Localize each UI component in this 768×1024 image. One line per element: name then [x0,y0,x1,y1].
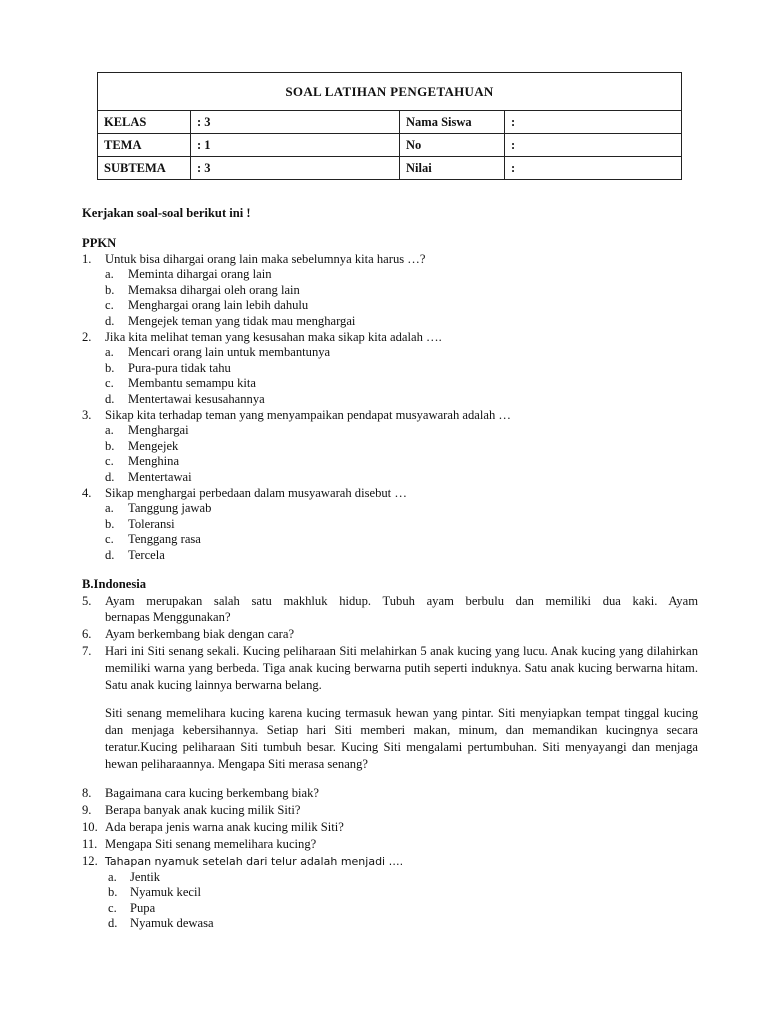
value-kelas: : 3 [191,111,400,134]
option-letter: b. [105,516,115,531]
question-10 [82,819,698,836]
option [82,314,698,330]
option [82,361,698,377]
option-text: Toleransi [128,516,175,531]
option-letter: b. [108,885,118,900]
question-1 [82,252,698,268]
question-text: Sikap kita terhadap teman yang menyampaikan pendapat musyawarah adalah … [105,407,512,422]
question-4 [82,486,698,502]
worksheet-title: SOAL LATIHAN PENGETAHUAN [98,73,682,111]
question-6 [82,626,698,643]
question-number: 6. [82,627,92,642]
question-5 [82,593,698,627]
question-text-line1: Ayam merupakan salah satu makhluk hidup. Tubuh ayam berbulu dan memiliki dua kaki. Ayam [105,593,698,608]
option-text: Tenggang rasa [128,532,201,547]
option-letter: a. [105,267,114,282]
question-12 [82,853,698,870]
question-number: 10. [82,819,98,834]
option-text: Jentik [130,869,161,884]
question-number: 4. [82,485,92,500]
option-text: Menghina [128,454,180,469]
option-text: Tanggung jawab [128,501,212,516]
option [82,517,698,533]
value-nama-siswa: : [505,111,682,134]
option [82,470,698,486]
option-text: Nyamuk kecil [130,885,201,900]
option [82,392,698,408]
option [82,267,698,283]
option-letter: d. [105,469,115,484]
question-number: 8. [82,785,92,800]
option-text: Mentertawai kesusahannya [128,391,265,406]
question-text-line2: bernapas Menggunakan? [105,610,231,625]
value-tema: : 1 [191,134,400,157]
option [82,454,698,470]
story-paragraph: Siti senang memelihara kucing karena kucing termasuk hewan yang pintar. Siti menyiapkan tempat tinggal kucing dan menjaga kebersihannya. Setiap hari Siti memberi makan, minum, dan memandikan kucingnya secara teratur.Kucing peliharaan Siti tumbuh besar. Kucing Siti mengalami pertumbuhan. Siti menyayangi dan menjaga hewan peliharaannya. Mengapa Siti merasa senang? [105,706,698,771]
label-no: No [400,134,505,157]
option-text: Mengejek teman yang tidak mau menghargai [128,313,356,328]
question-number: 3. [82,407,92,422]
question-text: Mengapa Siti senang memelihara kucing? [105,836,317,851]
option-letter: b. [105,438,115,453]
question-2 [82,330,698,346]
ppkn-section [82,236,698,563]
question-number: 11. [82,836,98,851]
option-letter: a. [105,423,114,438]
option-text: Mengejek [128,438,179,453]
option [82,423,698,439]
question-text: Berapa banyak anak kucing milik Siti? [105,802,301,817]
option-text: Nyamuk dewasa [130,916,214,931]
question-number: 5. [82,593,92,608]
option-letter: c. [105,376,114,391]
option [82,870,698,886]
option-text: Mencari orang lain untuk membantunya [128,345,331,360]
option [82,376,698,392]
question-8 [82,785,698,802]
option [82,916,698,932]
option [82,548,698,564]
option-letter: a. [105,345,114,360]
question-number: 9. [82,802,92,817]
header-table [97,72,682,180]
question-text: Bagaimana cara kucing berkembang biak? [105,785,319,800]
question-7 [82,643,698,693]
option-text: Memaksa dihargai oleh orang lain [128,282,300,297]
option [82,439,698,455]
option [82,283,698,299]
option-text: Membantu semampu kita [128,376,257,391]
question-text: Sikap menghargai perbedaan dalam musyawarah disebut … [105,485,407,500]
question-text: Tahapan nyamuk setelah dari telur adalah menjadi …. [105,854,404,868]
bindo-section [82,577,698,932]
option [82,901,698,917]
option-text: Pupa [130,900,156,915]
option-text: Menghargai [128,423,189,438]
option-letter: c. [105,454,114,469]
option-letter: b. [105,360,115,375]
value-no: : [505,134,682,157]
value-nilai: : [505,157,682,180]
instruction-text: Kerjakan soal-soal berikut ini ! [82,206,251,220]
option-letter: d. [105,313,115,328]
question-text: Untuk bisa dihargai orang lain maka sebelumnya kita harus …? [105,251,426,266]
option [82,298,698,314]
option-text: Mentertawai [128,469,192,484]
label-nilai: Nilai [400,157,505,180]
question-text: Jika kita melihat teman yang kesusahan maka sikap kita adalah …. [105,329,442,344]
header-row-kelas [98,111,682,134]
question-number: 12. [82,853,98,868]
question-text: Ada berapa jenis warna anak kucing milik Siti? [105,819,344,834]
header-row-tema [98,134,682,157]
question-text: Hari ini Siti senang sekali. Kucing peliharaan Siti melahirkan 5 anak kucing yang lucu. Anak kucing yang dilahirkan memiliki warna yang berbeda. Tiga anak kucing berwarna putih seperti induknya. Satu anak kucing berwarna hitam. Satu anak kucing lainnya berwarna belang. [105,643,698,692]
option-text: Meminta dihargai orang lain [128,267,272,282]
option-text: Menghargai orang lain lebih dahulu [128,298,309,313]
value-subtema: : 3 [191,157,400,180]
question-9 [82,802,698,819]
option-letter: d. [105,391,115,406]
label-kelas: KELAS [98,111,191,134]
option [82,532,698,548]
option [82,501,698,517]
option-letter: d. [105,547,115,562]
question-text: Ayam berkembang biak dengan cara? [105,627,295,642]
option-text: Tercela [128,547,165,562]
question-3 [82,408,698,424]
label-nama-siswa: Nama Siswa [400,111,505,134]
option [82,345,698,361]
option-letter: b. [105,282,115,297]
label-subtema: SUBTEMA [98,157,191,180]
question-number: 2. [82,329,92,344]
option-letter: a. [108,869,117,884]
option-letter: d. [108,916,118,931]
ppkn-heading: PPKN [82,236,117,250]
option-letter: c. [105,298,114,313]
option-letter: c. [108,900,117,915]
option-text: Pura-pura tidak tahu [128,360,231,375]
question-11 [82,836,698,853]
instruction-block [82,206,698,222]
option-letter: a. [105,501,114,516]
option-letter: c. [105,532,114,547]
option [82,885,698,901]
label-tema: TEMA [98,134,191,157]
question-number: 7. [82,643,92,658]
bindo-heading: B.Indonesia [82,577,147,591]
question-number: 1. [82,251,92,266]
header-row-subtema [98,157,682,180]
story-paragraph-wrap [82,705,698,772]
